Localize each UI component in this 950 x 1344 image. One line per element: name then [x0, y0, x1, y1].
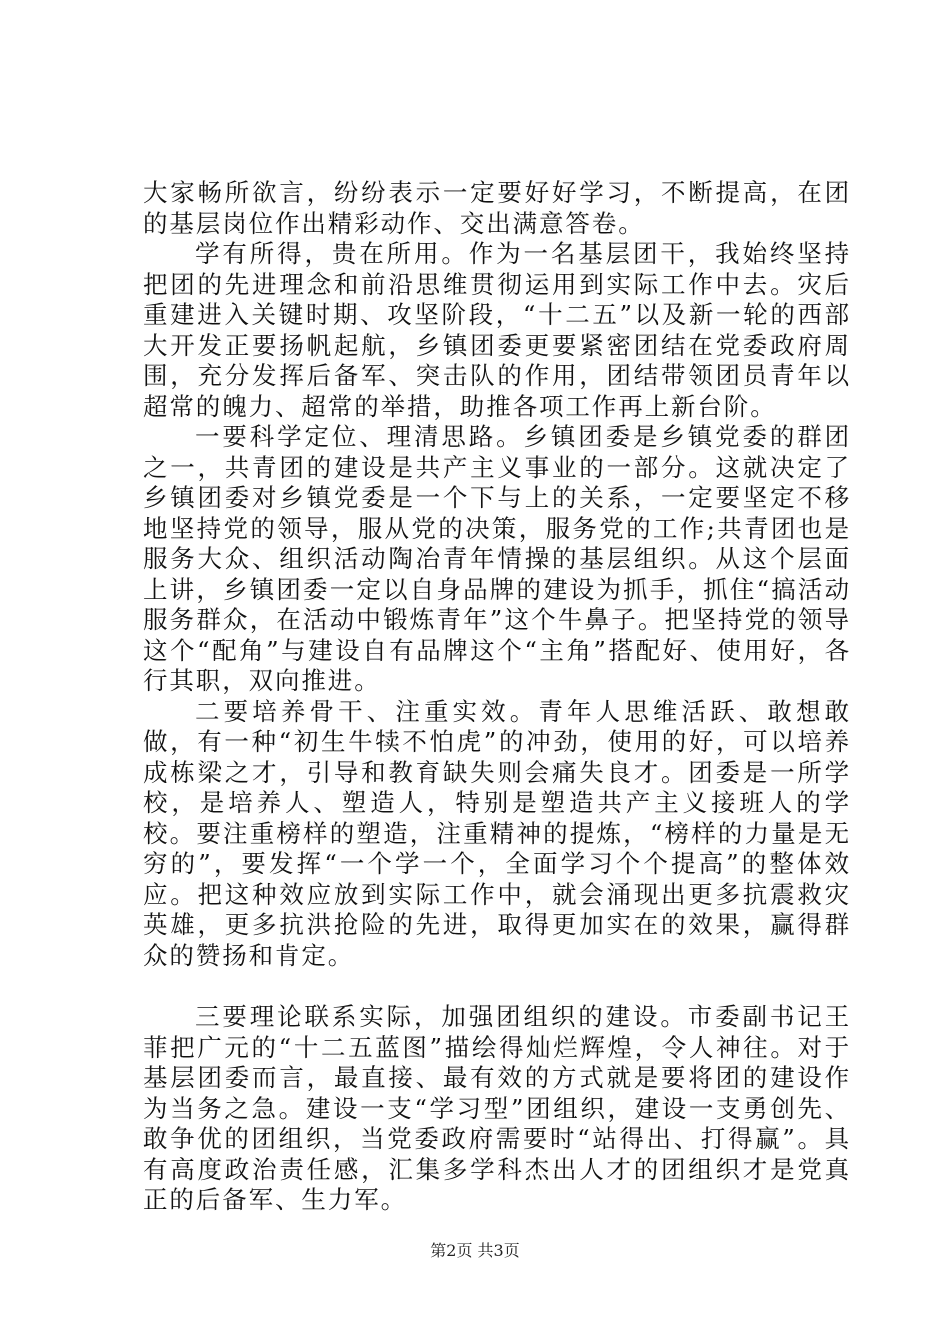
- paragraph-continuation: 大家畅所欲言，纷纷表示一定要好好学习，不断提高，在团的基层岗位作出精彩动作、交出满意答卷。: [143, 178, 851, 238]
- page-number-footer: 第2页 共3页: [430, 1241, 520, 1260]
- paragraph-point-two: 二要培养骨干、注重实效。青年人思维活跃、敢想敢做，有一种“初生牛犊不怕虎”的冲劲，使用的好，可以培养成栋梁之才，引导和教育缺失则会痛失良才。团委是一所学校，是培养人、塑造人，特别是塑造共产主义接班人的学校。要注重榜样的塑造，注重精神的提炼，“榜样的力量是无穷的”，要发挥“一个学一个，全面学习个个提高”的整体效应。把这种效应放到实际工作中，就会涌现出更多抗震救灾英雄，更多抗洪抢险的先进，取得更加实在的效果，赢得群众的赞扬和肯定。: [143, 696, 851, 970]
- paragraph-learning-application: 学有所得，贵在所用。作为一名基层团干，我始终坚持把团的先进理念和前沿思维贯彻运用到实际工作中去。灾后重建进入关键时期、攻坚阶段，“十二五”以及新一轮的西部大开发正要扬帆起航，乡镇团委更要紧密团结在党委政府周围，充分发挥后备军、突击队的作用，团结带领团员青年以超常的魄力、超常的举措，助推各项工作再上新台阶。: [143, 239, 851, 421]
- paragraph-point-three: 三要理论联系实际，加强团组织的建设。市委副书记王菲把广元的“十二五蓝图”描绘得灿烂辉煌，令人神往。对于基层团委而言，最直接、最有效的方式就是要将团的建设作为当务之急。建设一支“学习型”团组织，建设一支勇创先、敢争优的团组织，当党委政府需要时“站得出、打得赢”。具有高度政治责任感，汇集多学科杰出人才的团组织才是党真正的后备军、生力军。: [143, 1002, 851, 1214]
- paragraph-point-one: 一要科学定位、理清思路。乡镇团委是乡镇党委的群团之一，共青团的建设是共产主义事业的一部分。这就决定了乡镇团委对乡镇党委是一个下与上的关系，一定要坚定不移地坚持党的领导，服从党的决策，服务党的工作;共青团也是服务大众、组织活动陶冶青年情操的基层组织。从这个层面上讲，乡镇团委一定以自身品牌的建设为抓手，抓住“搞活动服务群众，在活动中锻炼青年”这个牛鼻子。把坚持党的领导这个“配角”与建设自有品牌这个“主角”搭配好、使用好，各行其职，双向推进。: [143, 422, 851, 695]
- document-body: [143, 178, 851, 1216]
